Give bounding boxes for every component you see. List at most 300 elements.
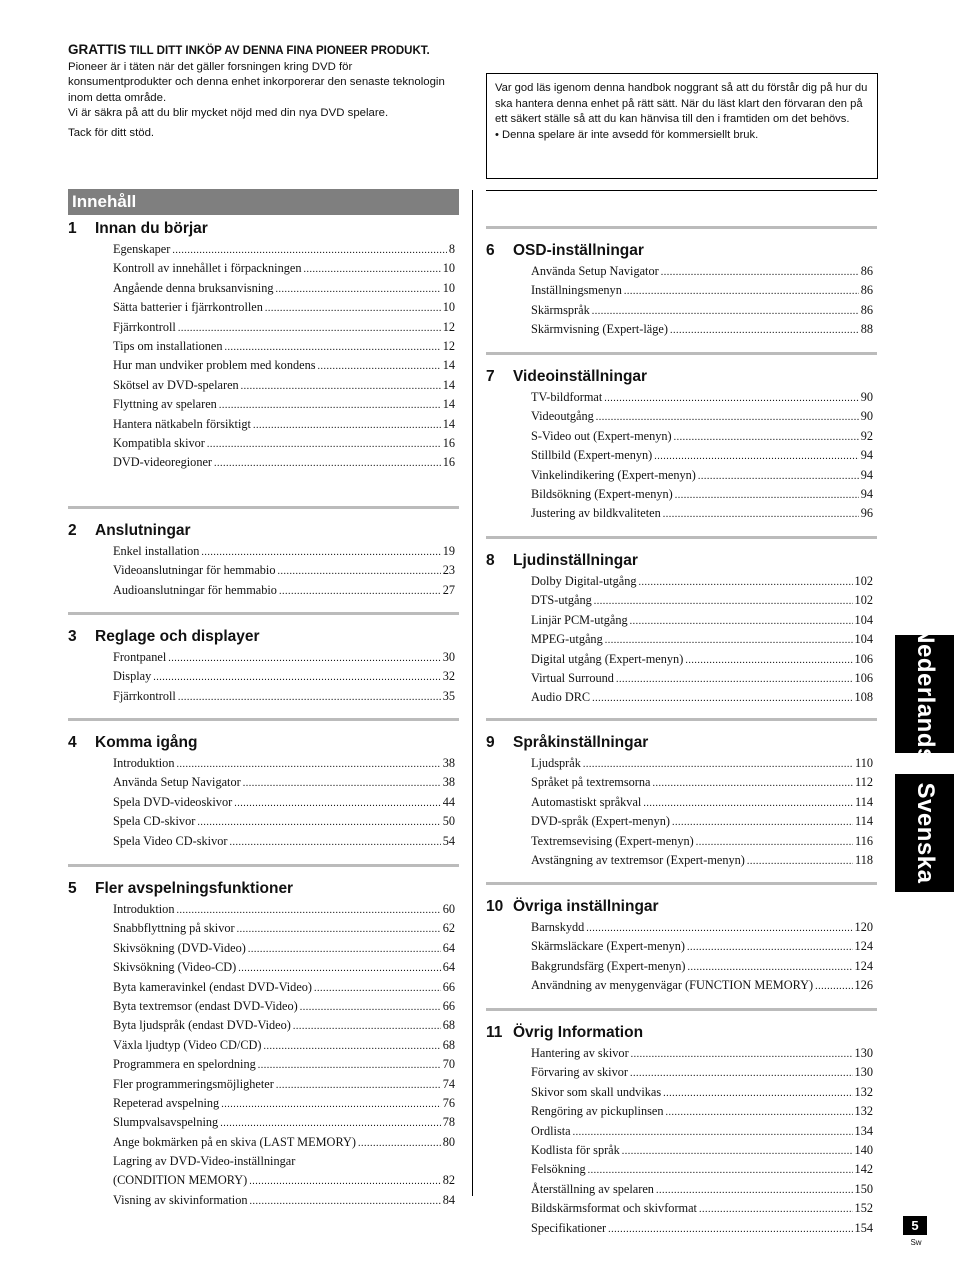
entry-title: Skivsökning (Video-CD) [113,960,237,975]
toc-entry[interactable] [113,240,459,259]
toc-entry[interactable] [113,395,459,414]
section-number: 5 [68,880,77,897]
section-rule [486,536,877,539]
section-title: Övrig Information [513,1024,644,1041]
dot-leader [687,937,853,956]
section-rule [68,718,459,721]
toc-entry[interactable] [531,1083,877,1102]
toc-entry[interactable] [113,376,459,395]
section-heading[interactable] [486,367,877,387]
notice-box [486,73,878,179]
toc-entry[interactable] [531,572,877,591]
section-heading[interactable] [486,897,877,917]
entry-page-number: 10 [442,261,455,276]
toc-entry[interactable] [113,581,459,600]
entry-page-number: 94 [860,486,873,501]
entry-title: Videoutgång [531,409,594,424]
dot-leader [624,281,859,300]
dot-leader [594,591,853,610]
entry-title: Textremsevising (Expert-menyn) [531,833,694,848]
entry-title: Hantera nätkabeln försiktigt [113,416,251,431]
toc-entry[interactable] [113,434,459,453]
entry-page-number: 62 [442,921,455,936]
toc-entry[interactable] [531,1102,877,1121]
toc-entry[interactable] [113,356,459,375]
entry-title: Stillbild (Expert-menyn) [531,448,653,463]
toc-entry[interactable] [113,542,459,561]
entry-title: Byta kameravinkel (endast DVD-Video) [113,979,313,994]
toc-entry[interactable] [531,688,877,707]
section-title: Innan du börjar [95,220,208,237]
dot-leader [573,1122,853,1141]
section-title: Komma igång [95,734,198,751]
intro-paragraph-3: Tack för ditt stöd. [68,126,155,139]
toc-entry[interactable] [113,298,459,317]
toc-entry[interactable] [531,262,877,281]
entry-title: Skivsökning (DVD-Video) [113,940,246,955]
section-rule [486,226,877,229]
toc-entry[interactable] [531,630,877,649]
section-rule [68,612,459,615]
toc-entry[interactable] [113,997,459,1016]
dot-leader [264,1036,441,1055]
toc-entry[interactable] [113,900,459,919]
toc-entry[interactable] [531,832,877,851]
entry-title: Användning av menygenvägar (FUNCTION MEMORY) [531,978,814,993]
entry-page-number: 14 [442,397,455,412]
entry-title: Audioanslutningar för hemmabio [113,582,277,597]
intro-paragraph-1: Pioneer är i täten när det gäller forsningen kring DVD för konsumentprodukter och denna enhet inkorporerar den senaste teknologin inom detta område. [68,60,445,104]
entry-title: Felsökning [531,1162,586,1177]
entry-page-number: 50 [442,814,455,829]
entry-title: Videoanslutningar för hemmabio [113,563,276,578]
section-heading[interactable] [486,1023,877,1043]
notice-bullet: • Denna spelare är inte avsedd för kommersiellt bruk. [495,128,759,141]
entry-page-number: 140 [854,1142,873,1157]
section-heading[interactable] [68,219,459,239]
entry-page-number: 132 [854,1104,873,1119]
dot-leader [699,1199,853,1218]
entry-page-number: 120 [854,920,873,934]
dot-leader [278,561,441,580]
dot-leader [172,240,446,259]
dot-leader [243,773,441,792]
entry-title: Skötsel av DVD-spelaren [113,377,239,392]
toc-entry[interactable] [113,1055,459,1074]
entry-page-number: 92 [860,428,873,443]
entry-title: Inställningsmenyn [531,283,622,298]
toc-entry[interactable] [531,466,877,485]
dot-leader [237,919,441,938]
section-number: 4 [68,734,77,751]
entry-page-number: 142 [854,1162,873,1177]
column-divider [472,190,473,1196]
dot-leader [229,832,440,851]
toc-entry[interactable] [531,427,877,446]
entry-page-number: 27 [442,582,455,597]
dot-leader [293,1016,441,1035]
toc-title: Innehåll [68,189,459,215]
entry-title: Slumpvalsavspelning [113,1115,219,1130]
dot-leader [153,667,440,686]
dot-leader [314,978,441,997]
dot-leader [276,279,441,298]
section-number: 10 [486,898,504,915]
entry-page-number: 96 [860,506,873,521]
entry-page-number: 10 [442,280,455,295]
entry-title: Hantering av skivor [531,1046,629,1060]
entry-page-number: 118 [855,852,873,867]
entry-page-number: 106 [854,651,873,666]
entry-title: Hur man undviker problem med kondens [113,358,316,373]
toc-entry[interactable] [531,407,877,426]
entry-page-number: 14 [442,377,455,392]
section-number: 1 [68,220,77,237]
toc-entry[interactable] [531,281,877,300]
dot-leader [696,832,853,851]
entry-page-number: 112 [855,775,873,790]
section-number: 2 [68,522,77,539]
dot-leader [238,958,440,977]
entry-page-number: 66 [442,979,455,994]
page-number: 5 [903,1216,927,1235]
entry-title: Angående denna bruksanvisning [113,280,274,295]
toc-entry[interactable] [531,301,877,320]
entry-title: S-Video out (Expert-menyn) [531,428,672,443]
toc-section-6 [486,226,877,340]
section-heading[interactable] [486,241,877,261]
toc-entry[interactable] [531,1160,877,1179]
entry-page-number: 14 [442,358,455,373]
dot-leader [279,581,441,600]
entry-title: Fjärrkontroll [113,319,176,334]
toc-entry[interactable] [531,669,877,688]
entry-title: Skärmvisning (Expert-läge) [531,322,668,337]
dot-leader [592,688,852,707]
entry-page-number: 104 [854,612,873,627]
section-title: Språkinställningar [513,734,649,751]
toc-entry[interactable] [113,318,459,337]
entry-page-number: 64 [442,960,455,975]
toc-entry[interactable] [113,812,459,831]
entry-title: Växla ljudtyp (Video CD/CD) [113,1037,262,1052]
dot-leader [176,900,440,919]
dot-leader [605,630,853,649]
entry-title: Automastiskt språkval [531,794,642,809]
section-title: Ljudinställningar [513,552,638,569]
entry-page-number: 106 [854,670,873,685]
toc-entry[interactable] [531,611,877,630]
entry-title: Använda Setup Navigator [113,775,241,790]
entry-page-number: 12 [442,338,455,353]
entry-page-number: 23 [442,563,455,578]
toc-entry[interactable] [531,1180,877,1199]
dot-leader [219,395,441,414]
entry-page-number: 90 [860,409,873,424]
entry-title: DVD-språk (Expert-menyn) [531,814,670,829]
entry-title: Bildskärmsformat och skivformat [531,1201,697,1216]
section-number: 7 [486,368,495,385]
entry-title: Enkel installation [113,544,200,558]
dot-leader [265,298,441,317]
dot-leader [178,687,441,706]
notice-text: Var god läs igenom denna handbok noggrant så att du förstår dig på hur du ska hantera denna enhet på rätt sätt. När du läst klart den förvaran den på ett säkert ställe så att du kan hänvisa till den i framtiden om det behövs. [495,82,868,125]
entry-page-number: 68 [442,1037,455,1052]
dot-leader [221,1094,441,1113]
entry-page-number: 82 [442,1173,455,1188]
toc-entry[interactable] [113,415,459,434]
dot-leader [586,918,852,937]
entry-title: Ljudspråk [531,756,581,770]
toc-entry[interactable] [531,388,877,407]
entry-title: Programmera en spelordning [113,1057,256,1072]
section-rule [68,506,459,509]
dot-leader [698,466,859,485]
entry-page-number: 68 [442,1018,455,1033]
section-heading[interactable] [68,879,459,899]
dot-leader [201,542,440,561]
toc-entry[interactable] [531,591,877,610]
dot-leader [622,1141,853,1160]
entry-title: Repeterad avspelning [113,1095,220,1110]
toc-entry[interactable] [531,812,877,831]
section-heading[interactable] [486,733,877,753]
dot-leader [643,793,853,812]
toc-entry[interactable] [531,754,877,773]
dot-leader [631,1044,853,1063]
entry-page-number: 114 [855,814,873,829]
entry-title: Justering av bildkvaliteten [531,506,661,521]
entry-page-number: 130 [854,1046,873,1060]
dot-leader [207,434,441,453]
entry-page-number: 102 [854,574,873,588]
entry-title: Använda Setup Navigator [531,264,659,278]
toc-entry[interactable] [113,832,459,851]
toc-entry[interactable] [113,773,459,792]
entry-title: DVD-videoregioner [113,455,213,470]
entry-title: Skärmspråk [531,302,590,317]
entry-page-number: 76 [442,1095,455,1110]
toc-entry[interactable] [531,1141,877,1160]
section-entries [113,648,459,706]
entry-page-number: 86 [860,264,873,278]
toc-entry[interactable] [531,446,877,465]
section-rule [68,864,459,867]
entry-title: MPEG-utgång [531,632,603,647]
entry-title: Fler programmeringsmöjligheter [113,1076,274,1091]
entry-title: Rengöring av pickuplinsen [531,1104,664,1119]
dot-leader [220,1113,441,1132]
dot-leader [176,754,440,773]
entry-page-number: 154 [854,1220,873,1235]
entry-title: Sätta batterier i fjärrkontrollen [113,300,263,315]
section-number: 8 [486,552,495,569]
entry-title: Digital utgång (Expert-menyn) [531,651,684,666]
dot-leader [674,427,859,446]
toc-entry[interactable] [531,485,877,504]
section-heading[interactable] [68,521,459,541]
toc-entry[interactable] [113,754,459,773]
toc-entry[interactable] [113,648,459,667]
toc-entry[interactable] [113,1133,459,1152]
entry-page-number: 86 [860,283,873,298]
entry-page-number: 80 [442,1134,455,1149]
entry-title: Skärmsläckare (Expert-menyn) [531,939,685,954]
dot-leader [234,793,441,812]
toc-section-8 [486,536,877,708]
toc-section-9 [486,718,877,870]
toc-entry[interactable] [113,1191,459,1210]
entry-page-number: 32 [442,669,455,684]
toc-entry[interactable] [531,504,877,523]
entry-page-number: 64 [442,940,455,955]
section-rule [486,352,877,355]
toc-entry[interactable] [531,937,877,956]
entry-page-number: 124 [854,958,873,973]
entry-page-number: 19 [442,544,455,558]
section-entries [531,262,877,340]
toc-entry[interactable] [531,957,877,976]
entry-page-number: 35 [442,688,455,703]
toc-entry[interactable] [113,939,459,958]
dot-leader [687,957,852,976]
entry-page-number: 124 [854,939,873,954]
dot-leader [663,1083,852,1102]
toc-entry[interactable] [531,773,877,792]
toc-entry[interactable] [531,851,877,870]
toc-section-3 [68,612,459,706]
dot-leader [253,415,441,434]
toc-section-10 [486,882,877,996]
entry-title: Flyttning av spelaren [113,397,217,412]
entry-title: Kompatibla skivor [113,435,205,450]
entry-title: Förvaring av skivor [531,1065,628,1080]
section-heading[interactable] [68,627,459,647]
dot-leader [583,754,853,773]
entry-title: Byta ljudspråk (endast DVD-Video) [113,1018,291,1033]
entry-title: Frontpanel [113,650,167,664]
section-rule [486,1008,877,1011]
entry-title: Avstängning av textremsor (Expert-menyn) [531,852,745,867]
dot-leader [300,997,441,1016]
toc-section-1 [68,204,459,473]
toc-section-5 [68,864,459,1210]
entry-title: Introduktion [113,902,175,916]
entry-page-number: 74 [442,1076,455,1091]
entry-title: Visning av skivinformation [113,1192,248,1207]
dot-leader [358,1133,441,1152]
toc-entry[interactable] [113,978,459,997]
section-title: Videoinställningar [513,368,648,385]
toc-entry[interactable] [531,1122,877,1141]
entry-page-number: 10 [442,300,455,315]
entry-title: Egenskaper [113,242,171,256]
toc-entry[interactable] [531,1063,877,1082]
section-entries [531,388,877,524]
entry-title: Specifikationer [531,1220,607,1235]
entry-page-number: 110 [855,756,873,770]
entry-page-number: 38 [442,775,455,790]
toc-entry[interactable] [113,1075,459,1094]
page-language-code: Sw [910,1238,922,1247]
toc-entry[interactable] [113,1016,459,1035]
toc-entry[interactable] [113,453,459,472]
entry-page-number: 78 [442,1115,455,1130]
dot-leader [630,611,853,630]
section-heading[interactable] [486,551,877,571]
entry-page-number: 90 [860,390,873,404]
toc-entry[interactable] [531,1044,877,1063]
section-entries [531,918,877,996]
toc-entry[interactable] [113,1036,459,1055]
toc-entry[interactable] [113,1113,459,1132]
entry-page-number: 130 [854,1065,873,1080]
entry-title: Snabbflyttning på skivor [113,921,235,936]
toc-entry[interactable] [113,919,459,938]
grattis-heading: GRATTIS TILL DITT INKÖP AV DENNA FINA PIONEER PRODUKT. [68,42,430,57]
toc-entry[interactable] [113,279,459,298]
entry-title: Barnskydd [531,920,585,934]
entry-page-number: 104 [854,632,873,647]
section-heading[interactable] [68,733,459,753]
toc-entry[interactable] [113,793,459,812]
toc-entry[interactable] [531,1219,877,1238]
entry-page-number: 88 [860,322,873,337]
dot-leader [178,318,441,337]
language-tab-svenska[interactable]: Svenska [895,774,954,892]
entry-page-number: 114 [855,794,873,809]
toc-entry[interactable] [531,1199,877,1218]
entry-title: Kodlista för språk [531,1142,620,1157]
entry-title: Skivor som skall undvikas [531,1084,662,1099]
entry-page-number: 126 [854,978,873,993]
toc-entry[interactable] [113,667,459,686]
dot-leader [604,388,858,407]
entry-page-number: 94 [860,467,873,482]
section-title: OSD-inställningar [513,242,644,259]
dot-leader [241,376,441,395]
entry-title: Lagring av DVD-Video-inställningar [113,1154,296,1169]
toc-section-2 [68,506,459,600]
entry-title: Tips om installationen [113,338,223,353]
toc-entry[interactable] [113,1152,459,1171]
toc-entry[interactable] [531,976,877,995]
entry-page-number: 16 [442,455,455,470]
toc-entry[interactable] [113,337,459,356]
section-title: Anslutningar [95,522,191,539]
dot-leader [656,1180,853,1199]
language-tab-nederlands[interactable]: Nederlands [895,635,954,753]
toc-entry[interactable] [113,958,459,977]
toc-entry[interactable] [113,1094,459,1113]
entry-page-number: 12 [442,319,455,334]
dot-leader [214,453,441,472]
entry-title: Ange bokmärken på en skiva (LAST MEMORY) [113,1134,356,1149]
entry-page-number: 132 [854,1084,873,1099]
toc-entry[interactable] [531,320,877,339]
toc-entry[interactable] [531,793,877,812]
toc-entry[interactable] [113,259,459,278]
toc-entry[interactable] [531,650,877,669]
toc-entry[interactable] [113,1171,459,1190]
dot-leader [747,851,853,870]
toc-entry[interactable] [113,561,459,580]
dot-leader [608,1219,852,1238]
toc-entry[interactable] [113,687,459,706]
dot-leader [197,812,440,831]
toc-entry[interactable] [531,918,877,937]
dot-leader [630,1063,853,1082]
